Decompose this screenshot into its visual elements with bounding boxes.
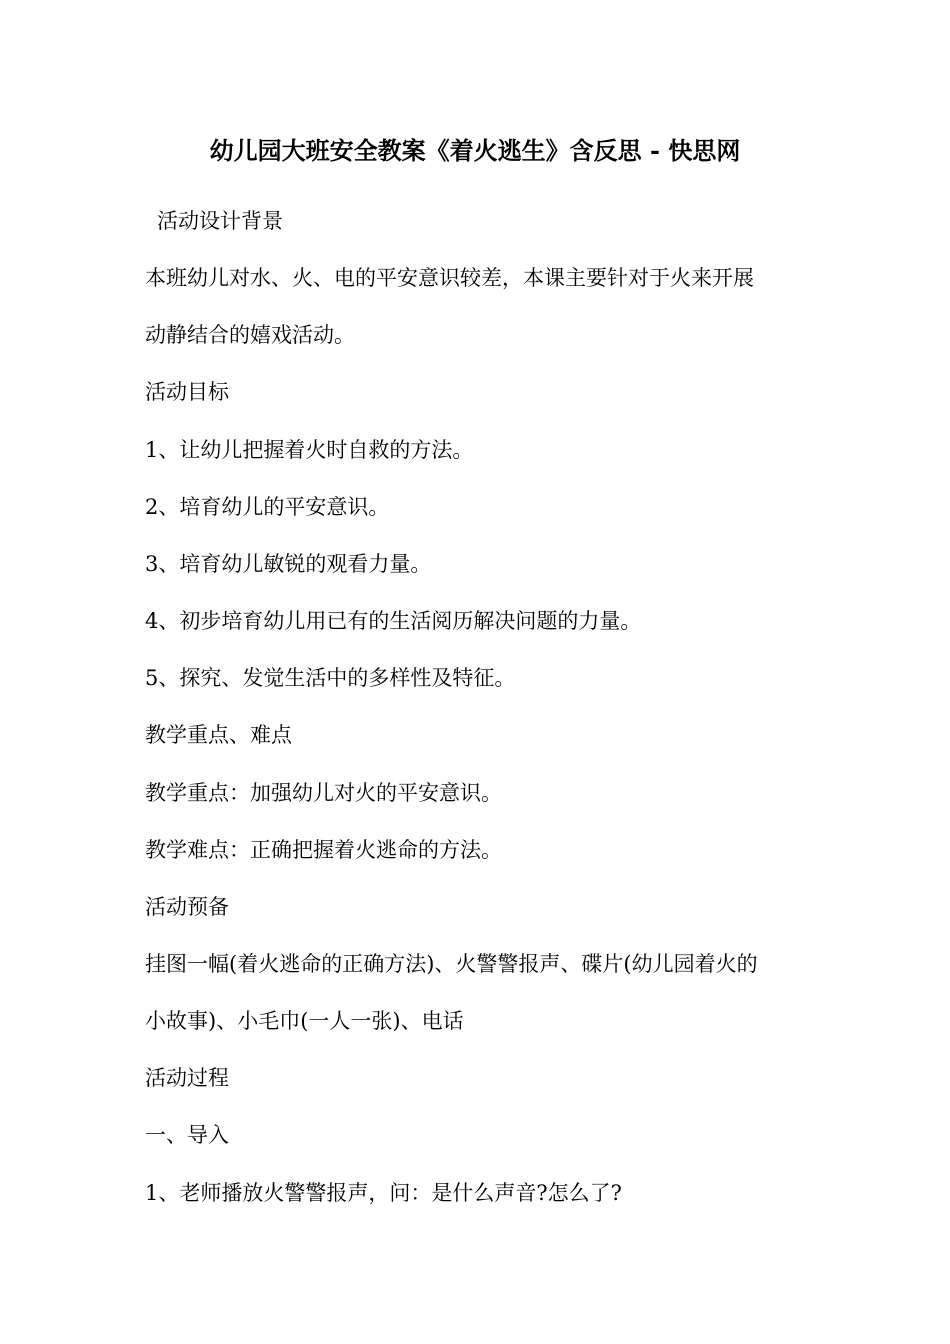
list-item-goal-3: 3、培育幼儿敏锐的观看力量。 bbox=[145, 552, 432, 576]
section-heading-background: 活动设计背景 bbox=[157, 209, 283, 233]
paragraph-line: 小故事)、小毛巾(一人一张)、电话 bbox=[145, 1009, 464, 1033]
paragraph-line: 挂图一幅(着火逃命的正确方法)、火警警报声、碟片(幼儿园着火的 bbox=[145, 952, 758, 976]
section-heading-key-points: 教学重点、难点 bbox=[145, 723, 292, 747]
list-item-step-1: 1、老师播放火警警报声，问：是什么声音?怎么了? bbox=[145, 1181, 622, 1205]
subheading-introduction: 一、导入 bbox=[145, 1123, 229, 1147]
section-heading-goals: 活动目标 bbox=[145, 380, 229, 404]
section-heading-preparation: 活动预备 bbox=[145, 895, 229, 919]
paragraph-line: 本班幼儿对水、火、电的平安意识较差，本课主要针对于火来开展 bbox=[145, 266, 754, 290]
document-title: 幼儿园大班安全教案《着火逃生》含反思 - 快思网 bbox=[209, 136, 741, 165]
paragraph-line: 动静结合的嬉戏活动。 bbox=[145, 323, 355, 347]
key-point-line: 教学重点：加强幼儿对火的平安意识。 bbox=[145, 781, 502, 805]
list-item-goal-5: 5、探究、发觉生活中的多样性及特征。 bbox=[145, 666, 516, 690]
list-item-goal-2: 2、培育幼儿的平安意识。 bbox=[145, 495, 390, 519]
list-item-goal-4: 4、初步培育幼儿用已有的生活阅历解决问题的力量。 bbox=[145, 609, 642, 633]
list-item-goal-1: 1、让幼儿把握着火时自救的方法。 bbox=[145, 438, 474, 462]
section-heading-process: 活动过程 bbox=[145, 1066, 229, 1090]
difficult-point-line: 教学难点：正确把握着火逃命的方法。 bbox=[145, 838, 502, 862]
